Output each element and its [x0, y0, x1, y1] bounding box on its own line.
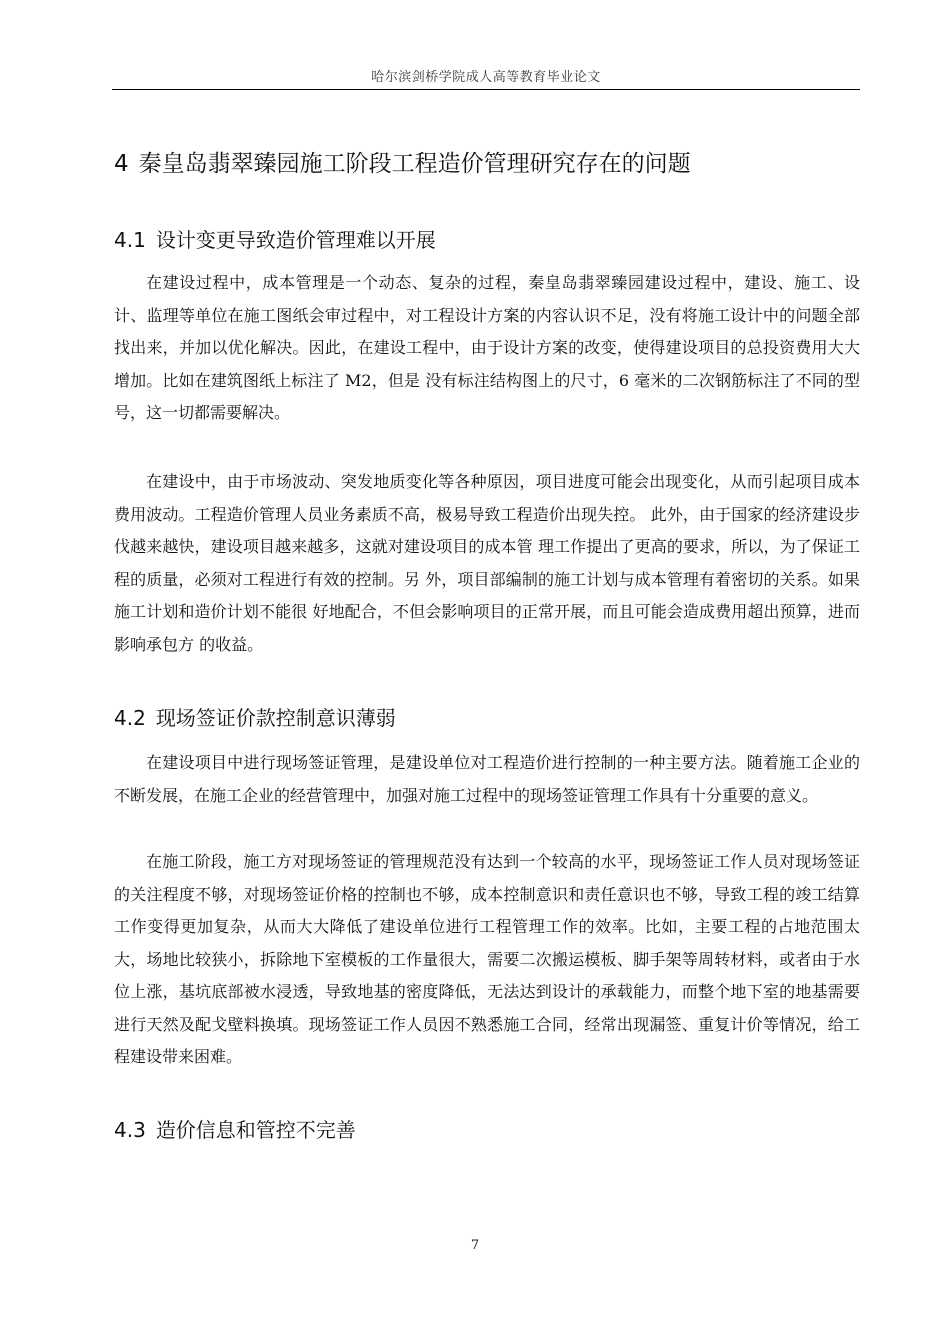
section-title-text: 现场签证价款控制意识薄弱	[155, 706, 396, 730]
section-heading-4-1	[114, 224, 854, 256]
paragraph: 在施工阶段，施工方对现场签证的管理规范没有达到一个较高的水平，现场签证工作人员对现场签证的关注程度不够，对现场签证价格的控制也不够，成本控制意识和责任意识也不够，导致工程的竣工结算工作变得更加复杂，从而大大降低了建设单位进行工程管理工作的效率。比如，主要工程的占地范围太大，场地比较狭小，拆除地下室模板的工作量很大，需要二次搬运模板、脚手架等周转材料，或者由于水位上涨，基坑底部被水浸透，导致地基的密度降低，无法达到设计的承载能力，而整个地下室的地基需要进行天然及配戈壁料换填。现场签证工作人员因不熟悉施工合同，经常出现漏签、重复计价等情况，给工程建设带来困难。	[114, 852, 860, 1066]
paragraph: 在建设项目中进行现场签证管理，是建设单位对工程造价进行控制的一种主要方法。随着施工企业的不断发展，在施工企业的经营管理中，加强对施工过程中的现场签证管理工作具有十分重要的意义。	[114, 753, 860, 805]
section-heading-4-2	[114, 702, 854, 734]
section-heading-4-3	[114, 1114, 854, 1146]
chapter-title	[114, 146, 854, 182]
section-number: 4.1	[114, 228, 146, 252]
chapter-number: 4	[114, 151, 129, 177]
paragraph: 在建设中，由于市场波动、突发地质变化等各种原因，项目进度可能会出现变化，从而引起项目成本费用波动。工程造价管理人员业务素质不高，极易导致工程造价出现失控。 此外，由于国家的经济建设步伐越来越快，建设项目越来越多，这就对建设项目的成本管 理工作提出了更高的要求，所以，为了保证工程的质量，必须对工程进行有效的控制。另 外，项目部编制的施工计划与成本管理有着密切的关系。如果施工计划和造价计划不能很 好地配合，不但会影响项目的正常开展，而且可能会造成费用超出预算，进而影响承包方 的收益。	[114, 472, 860, 654]
section-number: 4.3	[114, 1118, 146, 1142]
section-number: 4.2	[114, 706, 146, 730]
paragraph: 在建设过程中，成本管理是一个动态、复杂的过程，秦皇岛翡翠臻园建设过程中，建设、施工、设计、监理等单位在施工图纸会审过程中，对工程设计方案的内容认识不足，没有将施工设计中的问题全部找出来，并加以优化解决。因此，在建设工程中，由于设计方案的改变，使得建设项目的总投资费用大大增加。比如在建筑图纸上标注了 M2，但是 没有标注结构图上的尺寸，6 毫米的二次钢筋标注了不同的型号，这一切都需要解决。	[114, 273, 860, 422]
header-rule	[112, 89, 860, 90]
page-number: 7	[470, 1238, 480, 1253]
section-title-text: 造价信息和管控不完善	[155, 1118, 356, 1142]
chapter-title-text: 秦皇岛翡翠臻园施工阶段工程造价管理研究存在的问题	[138, 151, 691, 177]
running-header: 哈尔滨剑桥学院成人高等教育毕业论文	[371, 70, 601, 85]
section-title-text: 设计变更导致造价管理难以开展	[155, 228, 436, 252]
